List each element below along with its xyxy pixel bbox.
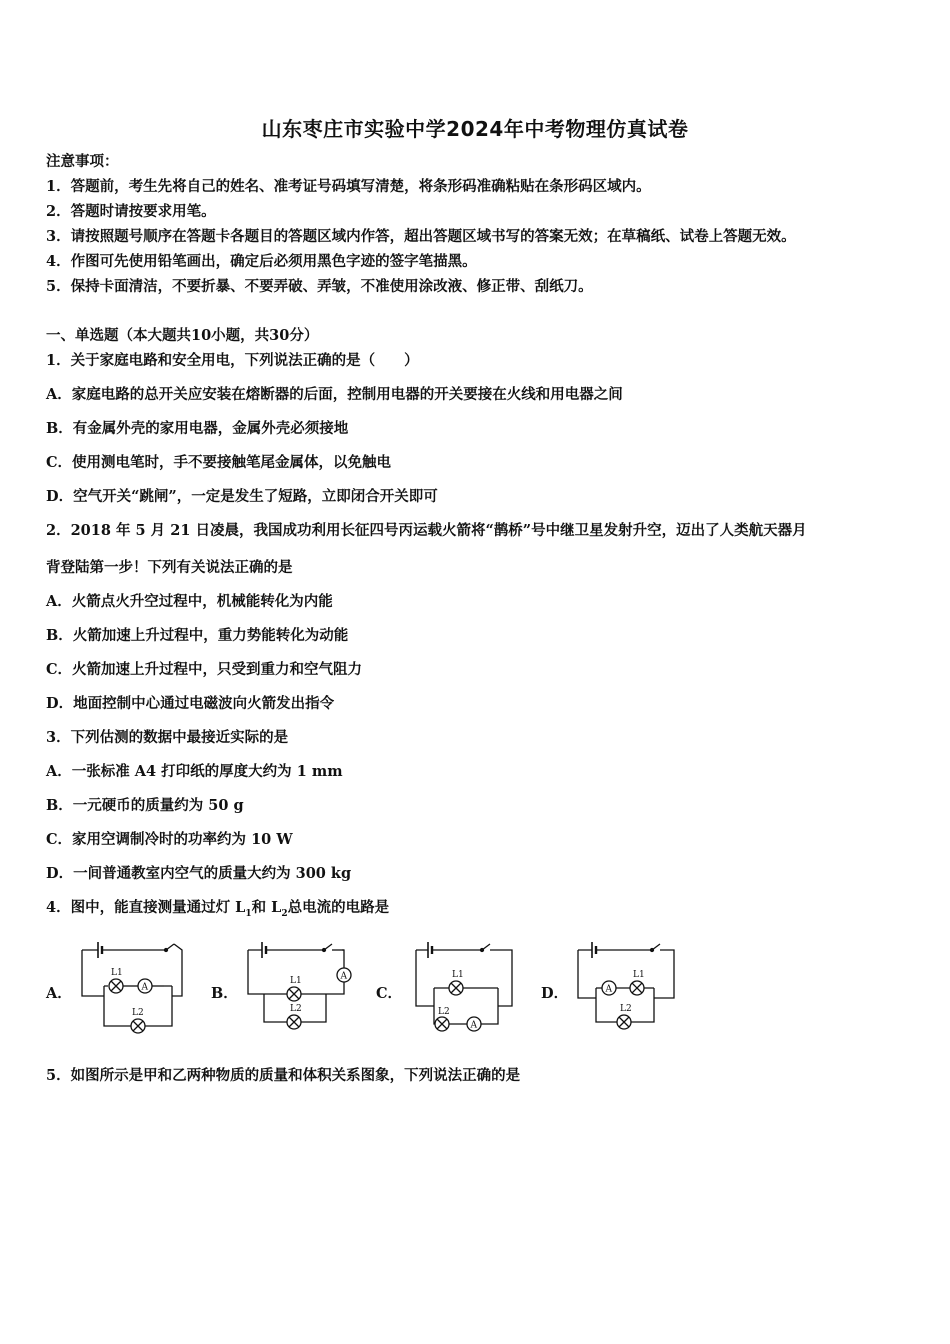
q4-option-a-label: A．: [46, 985, 72, 1002]
notice-item-2: 2．答题时请按要求用笔。: [46, 203, 216, 220]
ammeter-label: A: [340, 971, 347, 982]
lamp-l2-label: L2: [438, 1007, 450, 1017]
lamp-l2-label: L2: [620, 1004, 632, 1014]
lamp-l2-label: L2: [290, 1004, 302, 1014]
q2-option-b: B．火箭加速上升过程中，重力势能转化为动能: [46, 627, 349, 644]
q2-option-c: C．火箭加速上升过程中，只受到重力和空气阻力: [46, 661, 363, 678]
ammeter-label: A: [141, 982, 148, 993]
q4-circuit-c-diagram: [412, 938, 522, 1034]
notice-item-1: 1．答题前，考生先将自己的姓名、准考证号码填写清楚，将条形码准确粘贴在条形码区域内。: [46, 178, 651, 195]
section-heading: 一、单选题（本大题共10小题，共30分）: [46, 327, 319, 344]
lamp-l1-label: L1: [452, 970, 464, 980]
ammeter-label: A: [605, 984, 612, 995]
q2-stem-line2: 背登陆第一步！下列有关说法正确的是: [46, 559, 293, 576]
q4-option-b-label: B．: [211, 985, 238, 1002]
q3-stem: 3．下列估测的数据中最接近实际的是: [46, 729, 289, 746]
q4-circuit-options: [46, 938, 706, 1038]
q1-option-d: D．空气开关“跳闸”，一定是发生了短路，立即闭合开关即可: [46, 488, 438, 505]
q1-option-c: C．使用测电笔时，手不要接触笔尾金属体，以免触电: [46, 454, 392, 471]
q2-option-d: D．地面控制中心通过电磁波向火箭发出指令: [46, 695, 335, 712]
q3-option-a: A．一张标准 A4 打印纸的厚度大约为 1 mm: [46, 763, 343, 780]
notice-heading: 注意事项：: [46, 153, 119, 170]
page-title: 山东枣庄市实验中学2024年中考物理仿真试卷: [261, 117, 689, 141]
q1-option-b: B．有金属外壳的家用电器，金属外壳必须接地: [46, 420, 349, 437]
q4-option-d-label: D．: [541, 985, 569, 1002]
q3-option-b: B．一元硬币的质量约为 50 g: [46, 797, 244, 814]
q3-option-c: C．家用空调制冷时的功率约为 10 W: [46, 831, 293, 848]
q4-stem: 4．图中，能直接测量通过灯 $L_1$和 $L_2$总电流的电路是: [46, 899, 390, 919]
q4-circuit-a-diagram: [78, 938, 186, 1034]
q2-stem-line1: 2．2018 年 5 月 21 日凌晨，我国成功利用长征四号丙运载火箭将“鹊桥”号中继卫星发射升空，迈出了人类航天器月: [46, 522, 807, 539]
q5-stem: 5．如图所示是甲和乙两种物质的质量和体积关系图象，下列说法正确的是: [46, 1067, 521, 1084]
notice-item-5: 5．保持卡面清洁，不要折暴、不要弄破、弄皱，不准使用涂改液、修正带、刮纸刀。: [46, 278, 593, 295]
q1-option-a: A．家庭电路的总开关应安装在熔断器的后面，控制用电器的开关要接在火线和用电器之间: [46, 386, 623, 403]
q4-circuit-d-diagram: [574, 938, 684, 1034]
lamp-l1-label: L1: [290, 976, 302, 986]
lamp-l2-label: L2: [132, 1008, 144, 1018]
q4-option-c-label: C．: [376, 985, 403, 1002]
ammeter-label: A: [470, 1020, 477, 1031]
lamp-l1-label: L1: [111, 968, 123, 978]
notice-item-3: 3．请按照题号顺序在答题卡各题目的答题区域内作答，超出答题区域书写的答案无效；在草稿纸、试卷上答题无效。: [46, 228, 796, 245]
q4-circuit-b-diagram: [244, 938, 354, 1034]
q2-option-a: A．火箭点火升空过程中，机械能转化为内能: [46, 593, 333, 610]
notice-item-4: 4．作图可先使用铅笔画出，确定后必须用黑色字迹的签字笔描黑。: [46, 253, 477, 270]
q3-option-d: D．一间普通教室内空气的质量大约为 300 kg: [46, 865, 352, 882]
lamp-l1-label: L1: [633, 970, 645, 980]
q1-stem: 1．关于家庭电路和安全用电，下列说法正确的是（ ）: [46, 352, 419, 369]
